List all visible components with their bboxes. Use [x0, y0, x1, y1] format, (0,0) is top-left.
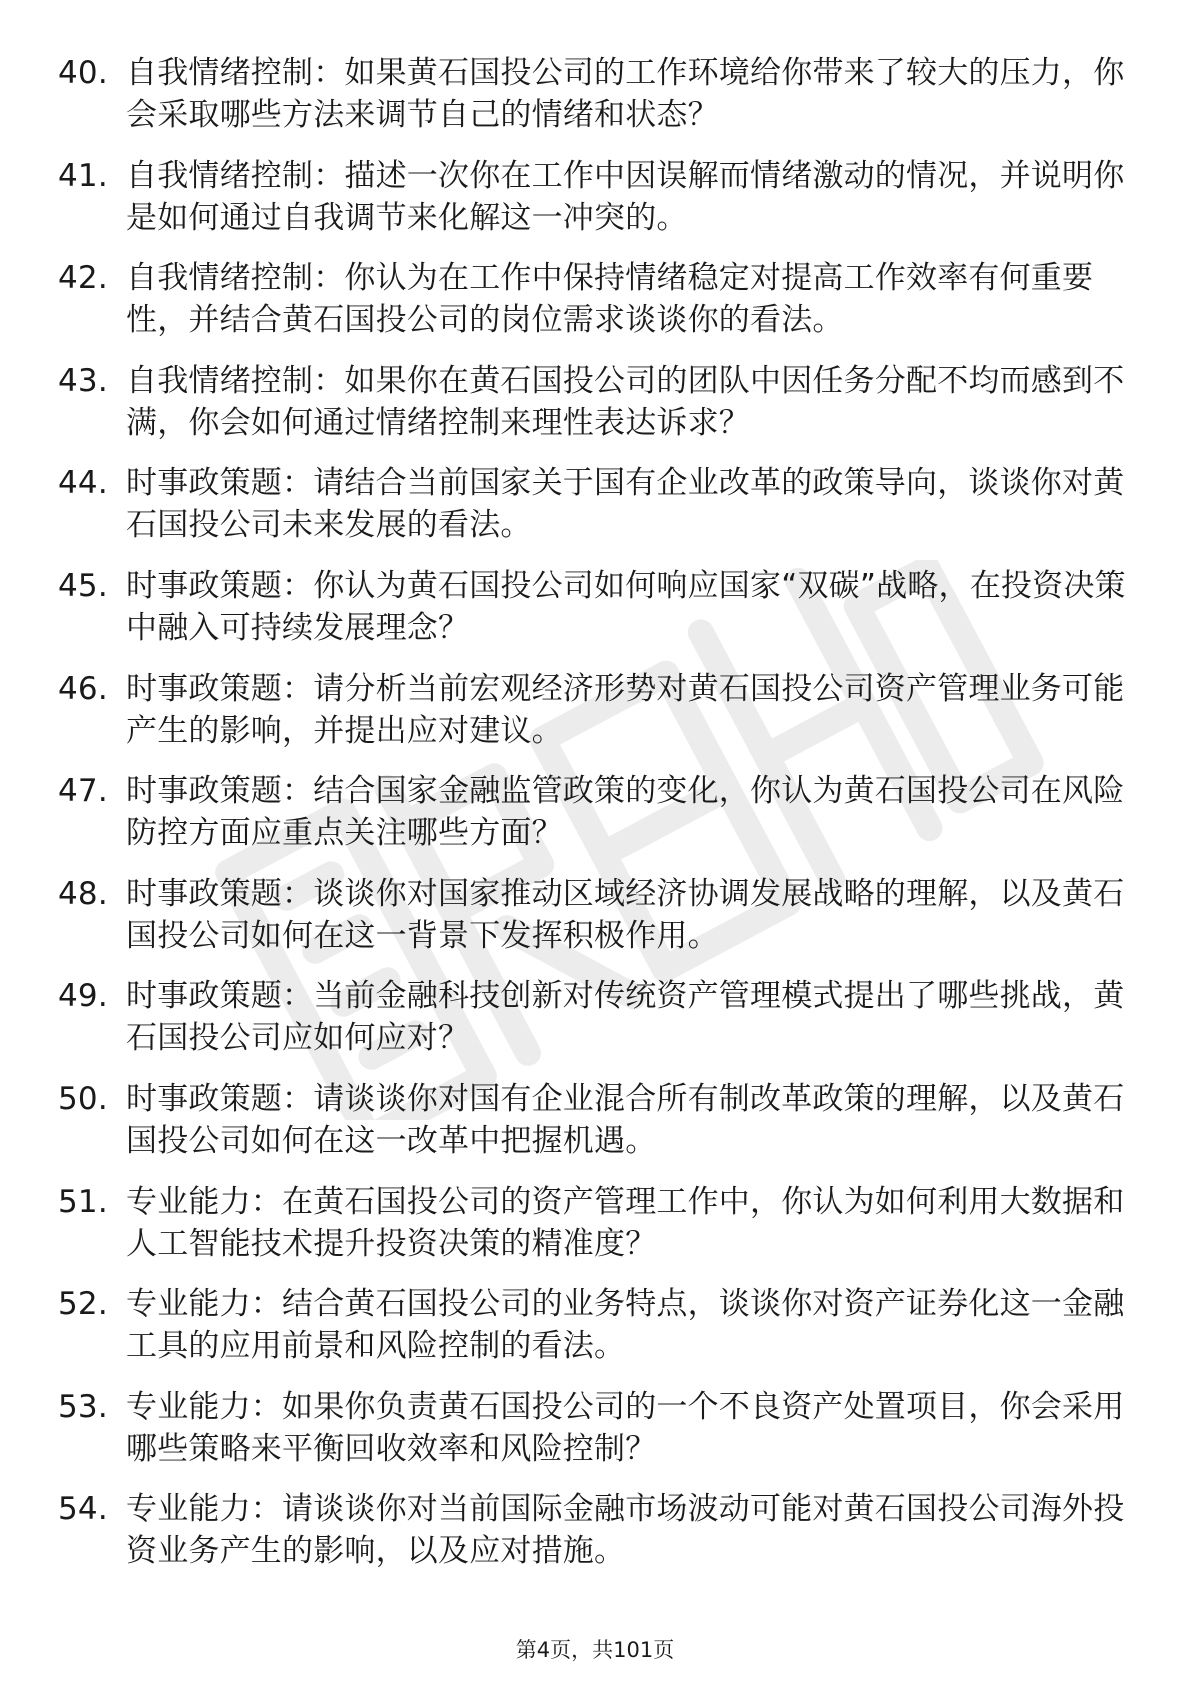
page-footer — [0, 1634, 1190, 1664]
question-item — [58, 1386, 1128, 1470]
question-text: 时事政策题：当前金融科技创新对传统资产管理模式提出了哪些挑战，黄石国投公司应如何应对？ — [126, 978, 1125, 1057]
question-number: 53. — [58, 1388, 108, 1425]
question-number: 42. — [58, 260, 108, 297]
question-number: 40. — [58, 55, 108, 91]
question-item — [58, 360, 1128, 444]
question-item — [58, 257, 1128, 341]
question-text: 时事政策题：请结合当前国家关于国有企业改革的政策导向，谈谈你对黄石国投公司未来发展的看法。 — [126, 465, 1125, 544]
question-text: 专业能力：结合黄石国投公司的业务特点，谈谈你对资产证券化这一金融工具的应用前景和风险控制的看法。 — [126, 1286, 1125, 1365]
question-number: 41. — [58, 157, 108, 194]
question-number: 46. — [58, 670, 108, 707]
question-list — [58, 52, 1128, 1591]
question-item — [58, 1078, 1128, 1162]
question-item — [58, 1181, 1128, 1265]
question-text: 时事政策题：你认为黄石国投公司如何响应国家“双碳”战略，在投资决策中融入可持续发展理念？ — [126, 567, 1126, 646]
question-text: 自我情绪控制：描述一次你在工作中因误解而情绪激动的情况，并说明你是如何通过自我调节来化解这一冲突的。 — [126, 157, 1125, 236]
question-number: 52. — [58, 1286, 108, 1323]
question-text: 时事政策题：结合国家金融监管政策的变化，你认为黄石国投公司在风险防控方面应重点关注哪些方面？ — [126, 773, 1125, 852]
question-item — [58, 668, 1128, 752]
question-item — [58, 52, 1128, 136]
question-number: 44. — [58, 465, 108, 502]
question-text: 专业能力：在黄石国投公司的资产管理工作中，你认为如何利用大数据和人工智能技术提升投资决策的精准度？ — [126, 1183, 1125, 1262]
question-item — [58, 1488, 1128, 1572]
question-item — [58, 1283, 1128, 1367]
page-number-label: 第4页，共101页 — [515, 1638, 675, 1662]
question-number: 43. — [58, 362, 108, 399]
question-number: 54. — [58, 1491, 108, 1528]
question-text: 自我情绪控制：如果你在黄石国投公司的团队中因任务分配不均而感到不满，你会如何通过情绪控制来理性表达诉求？ — [126, 362, 1125, 441]
question-item — [58, 155, 1128, 239]
question-number: 51. — [58, 1183, 108, 1220]
question-text: 自我情绪控制：如果黄石国投公司的工作环境给你带来了较大的压力，你会采取哪些方法来调节自己的情绪和状态？ — [126, 55, 1125, 133]
question-text: 专业能力：如果你负责黄石国投公司的一个不良资产处置项目，你会采用哪些策略来平衡回收效率和风险控制？ — [126, 1388, 1125, 1467]
question-item — [58, 975, 1128, 1059]
question-item — [58, 565, 1128, 649]
question-item — [58, 462, 1128, 546]
question-item — [58, 873, 1128, 957]
question-item — [58, 770, 1128, 854]
question-text: 专业能力：请谈谈你对当前国际金融市场波动可能对黄石国投公司海外投资业务产生的影响，以及应对措施。 — [126, 1491, 1125, 1570]
question-number: 45. — [58, 567, 108, 604]
question-text: 时事政策题：谈谈你对国家推动区域经济协调发展战略的理解，以及黄石国投公司如何在这一背景下发挥积极作用。 — [126, 875, 1125, 954]
question-text: 自我情绪控制：你认为在工作中保持情绪稳定对提高工作效率有何重要性，并结合黄石国投公司的岗位需求谈谈你的看法。 — [126, 260, 1094, 339]
question-text: 时事政策题：请分析当前宏观经济形势对黄石国投公司资产管理业务可能产生的影响，并提出应对建议。 — [126, 670, 1125, 749]
question-number: 47. — [58, 773, 108, 810]
question-text: 时事政策题：请谈谈你对国有企业混合所有制改革政策的理解，以及黄石国投公司如何在这一改革中把握机遇。 — [126, 1080, 1125, 1159]
question-number: 49. — [58, 978, 108, 1015]
question-number: 48. — [58, 875, 108, 912]
question-number: 50. — [58, 1080, 108, 1117]
